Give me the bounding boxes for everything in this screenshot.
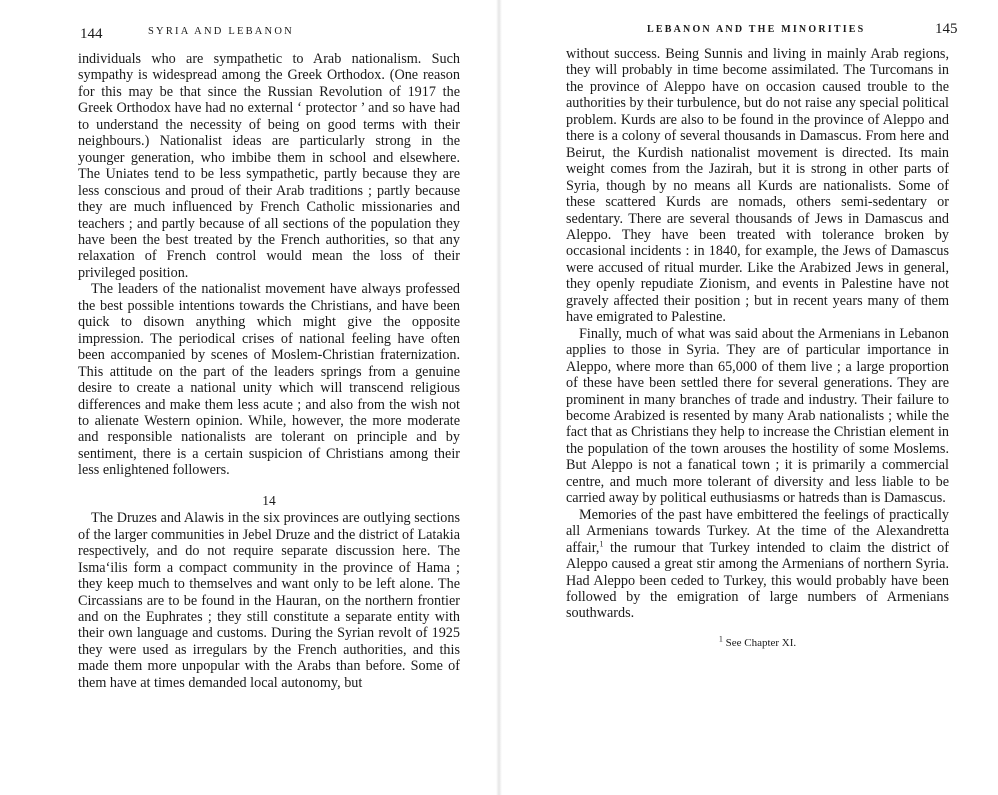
right-page-body (566, 46, 949, 651)
paragraph: without success. Being Sunnis and living in mainly Arab regions, they will probably in time become assimilated. The Turcomans in the province of Aleppo have on occasion caused trouble to the authorities by their turbulence, but do not raise any special political problem. Kurds are also to be found in the province of Aleppo and there is a colony of several thousands in Damascus. From here and Beirut, the Kurdish nationalist movement is directed. Its main weight comes from the Jazirah, but it is strong in other parts of Syria, though by no means all Kurds are nationalists. Some of these scattered Kurds are nomads, others semi-sedentary or sedentary. There are several thousands of Jews in Damascus and Aleppo. They have been treated with tolerance broken by occasional incidents : in 1840, for example, the Jews of Damascus were accused of ritual murder. Like the Arabized Jews in general, they openly repudiate Zionism, and events in Palestine have not gravely affected their position ; but in recent years many of them have emigrated to Palestine. (566, 46, 949, 326)
paragraph: The leaders of the nationalist movement have always professed the best possible intentions towards the Christians, and have been quick to disown anything which might give the opposite impression. The periodical crises of national feeling have often been accompanied by scenes of Moslem-Christian fraternization. This attitude on the part of the leaders springs from a genuine desire to create a national unity which will transcend religious differences and make them less acute ; and also from the wish not to alienate Western opinion. While, however, the more moderate and responsible nationalists are tolerant on principle and by sentiment, there is a certain suspicion of Christians among their less enlightened followers. (78, 281, 460, 479)
right-page (499, 0, 998, 795)
footnote-text: See Chapter XI. (722, 636, 797, 649)
running-head-left: SYRIA AND LEBANON (148, 26, 294, 37)
paragraph (566, 507, 949, 622)
page-number-right: 145 (935, 21, 958, 37)
paragraph: individuals who are sympathetic to Arab nationalism. Such sympathy is widespread among the Greek Orthodox. (One reason for this may be that since the Russian Revolution of 1917 the Greek Orthodox have had no external ‘ protector ’ and so have had to understand the necessity of being on good terms with their neighbours.) Nationalist ideas are particularly strong in the younger generation, who imbibe them in school and elsewhere. The Uniates tend to be less sympathetic, partly because they are less conscious and proud of their Arab traditions ; partly because they are much influenced by French Catholic missionaries and teachers ; and partly because of all sections of the population they have been the best treated by the French authorities, so that any relaxation of French control would mean the loss of their privileged position. (78, 51, 460, 281)
footnote (566, 635, 949, 651)
paragraph-text: Memories of the past have embittered the feelings of practically all Armenians towards Turkey. At the time of the Alexandretta affair, (566, 506, 949, 556)
paragraph: Finally, much of what was said about the Armenians in Lebanon applies to those in Syria. They are of particular importance in Aleppo, where more than 65,000 of them live ; a large proportion of these have been settled there for several generations. They are prominent in many branches of trade and industry. Their failure to become Arabized is resented by many Arab nationalists ; while the fact that as Christians they help to increase the Christian element in the population of the town arouses the hostility of some Moslems. But Aleppo is not a fanatical town ; it is primarily a commercial centre, and much more tolerant of diversity and less liable to be carried away by political euthusiasms or hatreds than is Damascus. (566, 325, 949, 507)
footnote-mark: 1 (718, 634, 723, 644)
paragraph-text: the rumour that Turkey intended to claim the district of Aleppo caused a great stir among the Armenians of northern Syria. Had Aleppo been ceded to Turkey, this would probably have been followed by the emigration of large numbers of Armenians southwards. (566, 539, 949, 622)
left-page-body (78, 51, 460, 691)
running-head-right: LEBANON AND THE MINORITIES (647, 24, 866, 35)
paragraph: The Druzes and Alawis in the six provinces are outlying sections of the larger communities in Jebel Druze and the district of Latakia respectively, and do not require separate discussion here. The Isma‘ilis form a compact community in the province of Hama ; they keep much to themselves and want only to be left alone. The Circassians are to be found in the Hauran, on the northern frontier and on the Euphrates ; they still constitute a separate entity with their own language and customs. During the Syrian revolt of 1925 they were used as irregulars by the French authorities, and this made them more unpopular with the Arabs than before. Some of them have at times demanded local autonomy, but (78, 510, 460, 691)
page-number-left: 144 (80, 26, 103, 42)
footnote-reference: 1 (599, 538, 604, 548)
section-number: 14 (262, 492, 276, 508)
